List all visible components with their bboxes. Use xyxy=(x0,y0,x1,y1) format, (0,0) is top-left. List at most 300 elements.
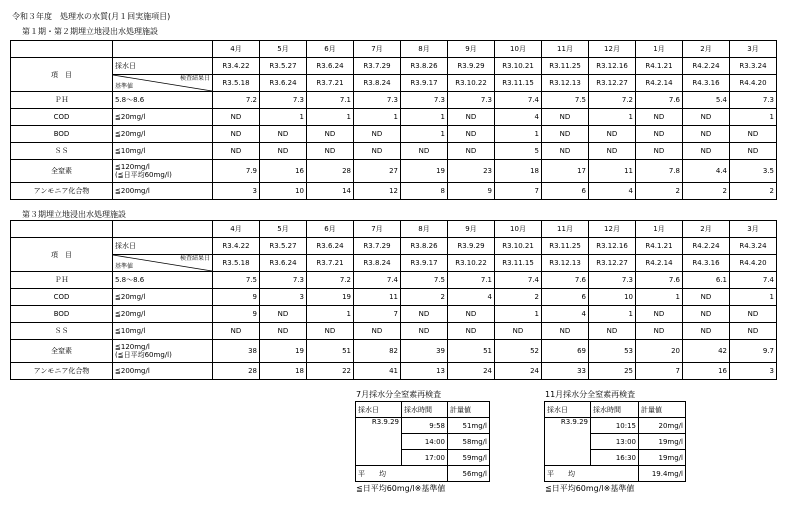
measured-value: 7.4 xyxy=(495,272,542,289)
measured-value: 17 xyxy=(542,160,589,183)
measured-value: 3 xyxy=(260,289,307,306)
parameter-name: BOD xyxy=(11,306,113,323)
measured-value: ND xyxy=(401,306,448,323)
recheck-header: 計量値 xyxy=(448,402,490,418)
measured-value: 11 xyxy=(589,160,636,183)
measured-value: ND xyxy=(636,143,683,160)
sampling-date: R3.5.27 xyxy=(260,58,307,75)
parameter-name: アンモニア化合物 xyxy=(11,183,113,200)
measured-value: ND xyxy=(683,306,730,323)
average-value: 19.4mg/l xyxy=(639,466,686,482)
table-row xyxy=(11,363,777,380)
result-date-label: 検査結果日 xyxy=(179,75,210,82)
month-header: 11月 xyxy=(542,41,589,58)
month-header: 12月 xyxy=(589,221,636,238)
table-row xyxy=(11,340,777,363)
result-date: R3.6.24 xyxy=(260,75,307,92)
measured-value: 1 xyxy=(495,126,542,143)
measured-value: 7.4 xyxy=(730,272,777,289)
recheck-value: 58mg/l xyxy=(448,434,490,450)
recheck-average-row xyxy=(356,466,490,482)
measured-value: 1 xyxy=(589,109,636,126)
measured-value: ND xyxy=(683,323,730,340)
recheck-july-note: ≦日平均60mg/l※基準値 xyxy=(356,484,446,493)
measured-value: 51 xyxy=(448,340,495,363)
result-date: R3.9.17 xyxy=(401,75,448,92)
recheck-value: 19mg/l xyxy=(639,434,686,450)
result-date: R4.4.20 xyxy=(730,75,777,92)
measured-value: ND xyxy=(213,109,260,126)
standard-result-header xyxy=(113,75,213,92)
standard-text: ≦120mg/l xyxy=(115,163,150,171)
measured-value: 14 xyxy=(307,183,354,200)
parameter-name: ＳＳ xyxy=(11,143,113,160)
measured-value: ND xyxy=(448,143,495,160)
measured-value: ND xyxy=(448,306,495,323)
measured-value: 2 xyxy=(683,183,730,200)
measured-value: 7.6 xyxy=(636,92,683,109)
section2-table xyxy=(10,220,777,380)
measured-value: ND xyxy=(260,143,307,160)
measured-value: 7 xyxy=(495,183,542,200)
measured-value: 1 xyxy=(354,109,401,126)
measured-value: 33 xyxy=(542,363,589,380)
measured-value: 6 xyxy=(542,289,589,306)
sampling-date: R3.12.16 xyxy=(589,58,636,75)
sampling-date: R3.8.26 xyxy=(401,238,448,255)
measured-value: ND xyxy=(307,143,354,160)
measured-value: 7.5 xyxy=(401,272,448,289)
standard-value xyxy=(113,306,213,323)
measured-value: ND xyxy=(542,323,589,340)
result-date: R3.6.24 xyxy=(260,255,307,272)
sampling-date: R3.7.29 xyxy=(354,238,401,255)
month-header: 6月 xyxy=(307,221,354,238)
measured-value: 1 xyxy=(260,109,307,126)
month-header: 7月 xyxy=(354,41,401,58)
measured-value: 7.3 xyxy=(260,92,307,109)
item-header: 項 目 xyxy=(11,238,113,272)
month-header: 2月 xyxy=(683,221,730,238)
blank-cell xyxy=(113,221,213,238)
standard-value xyxy=(113,92,213,109)
measured-value: 1 xyxy=(636,289,683,306)
result-date: R3.11.15 xyxy=(495,255,542,272)
month-header: 5月 xyxy=(260,221,307,238)
result-date-label: 検査結果日 xyxy=(179,255,210,262)
recheck-time: 16:30 xyxy=(591,450,639,466)
measured-value: 7 xyxy=(354,306,401,323)
sampling-date: R3.4.22 xyxy=(213,58,260,75)
measured-value: 1 xyxy=(495,306,542,323)
average-label: 平 均 xyxy=(356,466,448,482)
section1-table xyxy=(10,40,777,200)
sampling-date: R4.2.24 xyxy=(683,58,730,75)
standard-text: ≦200mg/l xyxy=(115,367,150,375)
month-header: 7月 xyxy=(354,221,401,238)
measured-value: 4 xyxy=(542,306,589,323)
result-date-row xyxy=(11,75,777,92)
measured-value: 24 xyxy=(448,363,495,380)
measured-value: 9 xyxy=(213,306,260,323)
measured-value: 7.3 xyxy=(589,272,636,289)
recheck-july-title: 7月採水分全窒素再検査 xyxy=(356,390,442,399)
result-date: R3.5.18 xyxy=(213,75,260,92)
table-row xyxy=(11,109,777,126)
measured-value: 11 xyxy=(354,289,401,306)
measured-value: ND xyxy=(213,143,260,160)
sampling-date: R3.10.21 xyxy=(495,58,542,75)
month-header: 9月 xyxy=(448,221,495,238)
sampling-date: R4.3.24 xyxy=(730,238,777,255)
standard-label: 基準値 xyxy=(115,263,134,270)
measured-value: 4 xyxy=(589,183,636,200)
standard-text: ≦20mg/l xyxy=(115,293,146,301)
measured-value: ND xyxy=(354,143,401,160)
recheck-header-row xyxy=(545,402,686,418)
measured-value: 18 xyxy=(495,160,542,183)
result-date: R4.2.14 xyxy=(636,75,683,92)
measured-value: 2 xyxy=(401,289,448,306)
recheck-time: 17:00 xyxy=(402,450,448,466)
measured-value: 38 xyxy=(213,340,260,363)
measured-value: ND xyxy=(683,126,730,143)
measured-value: 8 xyxy=(401,183,448,200)
result-date: R4.2.14 xyxy=(636,255,683,272)
measured-value: ND xyxy=(636,323,683,340)
measured-value: 7.6 xyxy=(636,272,683,289)
result-date: R3.8.24 xyxy=(354,75,401,92)
measured-value: 7.3 xyxy=(260,272,307,289)
measured-value: 1 xyxy=(401,109,448,126)
recheck-average-row xyxy=(545,466,686,482)
measured-value: 9 xyxy=(213,289,260,306)
recheck-time: 14:00 xyxy=(402,434,448,450)
standard-value xyxy=(113,143,213,160)
measured-value: ND xyxy=(213,323,260,340)
month-header: 1月 xyxy=(636,41,683,58)
measured-value: 7.9 xyxy=(213,160,260,183)
measured-value: 20 xyxy=(636,340,683,363)
recheck-header: 採水日 xyxy=(545,402,591,418)
recheck-value: 59mg/l xyxy=(448,450,490,466)
measured-value: 7.6 xyxy=(542,272,589,289)
standard-value xyxy=(113,340,213,363)
measured-value: 7.3 xyxy=(448,92,495,109)
month-header: 10月 xyxy=(495,41,542,58)
measured-value: 4 xyxy=(448,289,495,306)
measured-value: ND xyxy=(542,143,589,160)
result-date: R3.12.27 xyxy=(589,255,636,272)
measured-value: ND xyxy=(260,306,307,323)
result-date: R4.3.16 xyxy=(683,255,730,272)
parameter-name: 全窒素 xyxy=(11,340,113,363)
measured-value: 1 xyxy=(307,306,354,323)
measured-value: 27 xyxy=(354,160,401,183)
measured-value: 1 xyxy=(730,109,777,126)
table-row xyxy=(11,143,777,160)
standard-value xyxy=(113,363,213,380)
measured-value: 52 xyxy=(495,340,542,363)
sampling-date: R3.5.27 xyxy=(260,238,307,255)
blank-cell xyxy=(11,221,113,238)
recheck-header: 採水時間 xyxy=(591,402,639,418)
standard-text: ≦10mg/l xyxy=(115,147,146,155)
month-header: 8月 xyxy=(401,41,448,58)
recheck-header-row xyxy=(356,402,490,418)
month-header: 12月 xyxy=(589,41,636,58)
measured-value: 16 xyxy=(260,160,307,183)
measured-value: ND xyxy=(683,143,730,160)
sampling-date-label: 採水日 xyxy=(113,58,213,75)
result-date: R3.10.22 xyxy=(448,255,495,272)
result-date: R3.12.13 xyxy=(542,255,589,272)
standard-value xyxy=(113,109,213,126)
blank-cell xyxy=(11,41,113,58)
parameter-name: ＰＨ xyxy=(11,272,113,289)
measured-value: 2 xyxy=(730,183,777,200)
measured-value: 7.4 xyxy=(354,272,401,289)
recheck-date: R3.9.29 xyxy=(356,418,402,466)
section1-title: 第１期・第２期埋立地浸出水処理施設 xyxy=(22,27,158,36)
measured-value: 13 xyxy=(401,363,448,380)
measured-value: 53 xyxy=(589,340,636,363)
measured-value: 19 xyxy=(307,289,354,306)
sampling-date: R4.2.24 xyxy=(683,238,730,255)
standard-value xyxy=(113,126,213,143)
month-header: 10月 xyxy=(495,221,542,238)
sampling-date: R3.10.21 xyxy=(495,238,542,255)
recheck-date: R3.9.29 xyxy=(545,418,591,466)
measured-value: ND xyxy=(260,323,307,340)
standard-text: 5.8～8.6 xyxy=(115,96,145,104)
measured-value: 9 xyxy=(448,183,495,200)
measured-value: ND xyxy=(542,109,589,126)
table-row xyxy=(11,126,777,143)
recheck-nov-table xyxy=(544,401,686,482)
measured-value: ND xyxy=(354,323,401,340)
measured-value: 7.2 xyxy=(307,272,354,289)
recheck-nov-note: ≦日平均60mg/l※基準値 xyxy=(545,484,635,493)
standard-text: ≦20mg/l xyxy=(115,113,146,121)
standard-value xyxy=(113,272,213,289)
table-row xyxy=(11,183,777,200)
standard-value xyxy=(113,289,213,306)
measured-value: 1 xyxy=(307,109,354,126)
measured-value: ND xyxy=(589,126,636,143)
parameter-name: ＰＨ xyxy=(11,92,113,109)
measured-value: 42 xyxy=(683,340,730,363)
sampling-date: R3.6.24 xyxy=(307,58,354,75)
month-header-row xyxy=(11,221,777,238)
month-header: 9月 xyxy=(448,41,495,58)
measured-value: 7.2 xyxy=(213,92,260,109)
recheck-value: 19mg/l xyxy=(639,450,686,466)
standard-text: 5.8～8.6 xyxy=(115,276,145,284)
measured-value: 2 xyxy=(495,289,542,306)
measured-value: ND xyxy=(307,323,354,340)
recheck-time: 9:58 xyxy=(402,418,448,434)
measured-value: 39 xyxy=(401,340,448,363)
parameter-name: ＳＳ xyxy=(11,323,113,340)
month-header: 3月 xyxy=(730,221,777,238)
measured-value: 3 xyxy=(730,363,777,380)
month-header: 4月 xyxy=(213,221,260,238)
measured-value: 7.3 xyxy=(401,92,448,109)
measured-value: 7.4 xyxy=(495,92,542,109)
measured-value: 51 xyxy=(307,340,354,363)
recheck-header: 採水時間 xyxy=(402,402,448,418)
measured-value: 4.4 xyxy=(683,160,730,183)
result-date: R3.7.21 xyxy=(307,75,354,92)
sampling-date: R3.9.29 xyxy=(448,58,495,75)
sampling-date: R3.6.24 xyxy=(307,238,354,255)
result-date: R3.7.21 xyxy=(307,255,354,272)
measured-value: ND xyxy=(683,289,730,306)
measured-value: 7.3 xyxy=(354,92,401,109)
sampling-date-row xyxy=(11,58,777,75)
measured-value: 6.1 xyxy=(683,272,730,289)
parameter-name: BOD xyxy=(11,126,113,143)
parameter-name: COD xyxy=(11,289,113,306)
standard-note: (≦日平均60mg/l) xyxy=(115,171,172,179)
month-header: 4月 xyxy=(213,41,260,58)
recheck-row xyxy=(545,418,686,434)
measured-value: ND xyxy=(542,126,589,143)
measured-value: ND xyxy=(401,323,448,340)
measured-value: 6 xyxy=(542,183,589,200)
recheck-row xyxy=(356,418,490,434)
measured-value: ND xyxy=(589,143,636,160)
standard-note: (≦日平均60mg/l) xyxy=(115,351,172,359)
measured-value: 25 xyxy=(589,363,636,380)
measured-value: ND xyxy=(730,323,777,340)
standard-value xyxy=(113,183,213,200)
measured-value: ND xyxy=(730,143,777,160)
month-header: 11月 xyxy=(542,221,589,238)
table-row xyxy=(11,92,777,109)
measured-value: 7.5 xyxy=(542,92,589,109)
average-value: 56mg/l xyxy=(448,466,490,482)
measured-value: ND xyxy=(730,306,777,323)
month-header: 8月 xyxy=(401,221,448,238)
recheck-time: 10:15 xyxy=(591,418,639,434)
measured-value: ND xyxy=(589,323,636,340)
parameter-name: COD xyxy=(11,109,113,126)
measured-value: 28 xyxy=(307,160,354,183)
measured-value: ND xyxy=(448,126,495,143)
measured-value: 18 xyxy=(260,363,307,380)
blank-cell xyxy=(113,41,213,58)
sampling-date: R3.11.25 xyxy=(542,58,589,75)
recheck-value: 51mg/l xyxy=(448,418,490,434)
standard-text: ≦120mg/l xyxy=(115,343,150,351)
measured-value: 82 xyxy=(354,340,401,363)
sampling-date: R3.4.22 xyxy=(213,238,260,255)
month-header: 1月 xyxy=(636,221,683,238)
measured-value: ND xyxy=(683,109,730,126)
recheck-nov-title: 11月採水分全窒素再検査 xyxy=(545,390,636,399)
result-date: R4.3.16 xyxy=(683,75,730,92)
measured-value: 4 xyxy=(495,109,542,126)
measured-value: 28 xyxy=(213,363,260,380)
result-date: R3.11.15 xyxy=(495,75,542,92)
measured-value: ND xyxy=(495,323,542,340)
measured-value: 7.8 xyxy=(636,160,683,183)
measured-value: 5 xyxy=(495,143,542,160)
sampling-date: R3.11.25 xyxy=(542,238,589,255)
result-date: R3.12.27 xyxy=(589,75,636,92)
measured-value: ND xyxy=(401,143,448,160)
result-date-row xyxy=(11,255,777,272)
sampling-date: R4.1.21 xyxy=(636,58,683,75)
recheck-header: 採水日 xyxy=(356,402,402,418)
measured-value: 9.7 xyxy=(730,340,777,363)
sampling-date-label: 採水日 xyxy=(113,238,213,255)
measured-value: 10 xyxy=(589,289,636,306)
measured-value: 12 xyxy=(354,183,401,200)
result-date: R3.5.18 xyxy=(213,255,260,272)
measured-value: 7.2 xyxy=(589,92,636,109)
month-header: 2月 xyxy=(683,41,730,58)
item-header: 項 目 xyxy=(11,58,113,92)
month-header-row xyxy=(11,41,777,58)
sampling-date: R4.1.21 xyxy=(636,238,683,255)
month-header: 3月 xyxy=(730,41,777,58)
parameter-name: 全窒素 xyxy=(11,160,113,183)
table-row xyxy=(11,289,777,306)
measured-value: ND xyxy=(213,126,260,143)
measured-value: 2 xyxy=(636,183,683,200)
measured-value: 1 xyxy=(589,306,636,323)
sampling-date: R3.9.29 xyxy=(448,238,495,255)
result-date: R3.12.13 xyxy=(542,75,589,92)
measured-value: 19 xyxy=(401,160,448,183)
standard-text: ≦20mg/l xyxy=(115,130,146,138)
measured-value: 3 xyxy=(213,183,260,200)
measured-value: 23 xyxy=(448,160,495,183)
table-row xyxy=(11,160,777,183)
recheck-value: 20mg/l xyxy=(639,418,686,434)
table-row xyxy=(11,272,777,289)
measured-value: ND xyxy=(636,109,683,126)
measured-value: ND xyxy=(730,126,777,143)
measured-value: 22 xyxy=(307,363,354,380)
month-header: 5月 xyxy=(260,41,307,58)
sampling-date: R3.7.29 xyxy=(354,58,401,75)
average-label: 平 均 xyxy=(545,466,639,482)
measured-value: 5.4 xyxy=(683,92,730,109)
standard-value xyxy=(113,323,213,340)
month-header: 6月 xyxy=(307,41,354,58)
measured-value: 16 xyxy=(683,363,730,380)
measured-value: 7.5 xyxy=(213,272,260,289)
measured-value: ND xyxy=(448,109,495,126)
measured-value: 1 xyxy=(730,289,777,306)
standard-label: 基準値 xyxy=(115,83,134,90)
measured-value: 7.1 xyxy=(307,92,354,109)
result-date: R4.4.20 xyxy=(730,255,777,272)
sampling-date-row xyxy=(11,238,777,255)
section2-title: 第３期埋立地浸出水処理施設 xyxy=(22,210,126,219)
sampling-date: R3.12.16 xyxy=(589,238,636,255)
measured-value: 24 xyxy=(495,363,542,380)
measured-value: 69 xyxy=(542,340,589,363)
result-date: R3.9.17 xyxy=(401,255,448,272)
measured-value: ND xyxy=(448,323,495,340)
standard-text: ≦20mg/l xyxy=(115,310,146,318)
measured-value: ND xyxy=(307,126,354,143)
